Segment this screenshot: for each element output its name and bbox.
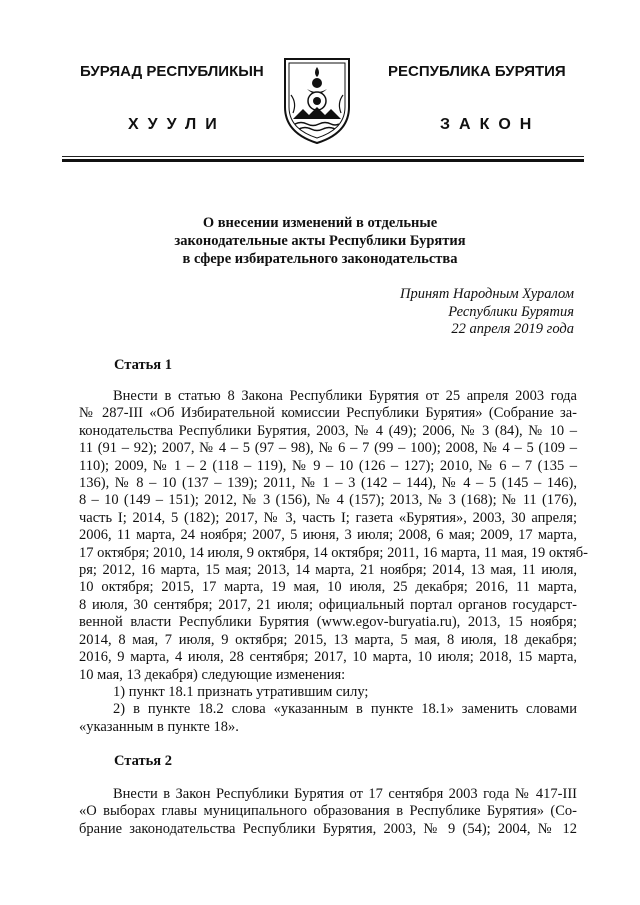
adoption-line: Принят Народным Хуралом	[399, 286, 574, 302]
text-line: 11 (91 – 92); 2007, № 4 – 5 (97 – 98), № 6 – 7 (99 – 100); 2008, № 4 – 5 (109 –	[79, 440, 577, 457]
text-line: 8 июля, 30 сентября; 2017, 21 июля; официальный портал органов государст-	[79, 596, 577, 613]
article-1-text	[79, 388, 588, 736]
text-line: часть I; 2014, 5 (182); 2017, № 3, часть I; газета «Бурятия», 2003, 30 апреля;	[79, 509, 577, 526]
text-line: 10 мая, 13 декабря) следующие изменения:	[79, 666, 346, 683]
text-line: Внести в статью 8 Закона Республики Бурятия от 25 апреля 2003 года	[113, 388, 577, 404]
law-title-line: законодательные акты Республики Бурятия	[174, 233, 466, 249]
header-divider-thin	[62, 156, 584, 157]
article-1-heading: Статья 1	[114, 357, 172, 373]
law-title-line: О внесении изменений в отдельные	[202, 215, 438, 231]
article-2-text	[79, 786, 577, 838]
article-2-heading: Статья 2	[114, 753, 172, 769]
header-right-bottom: ЗАКОН	[440, 116, 541, 133]
text-line: «О выборах главы муниципального образования в Республике Бурятия» (Со-	[79, 803, 577, 820]
adoption-line: Республики Бурятия	[448, 303, 574, 320]
header-right-top: РЕСПУБЛИКА БУРЯТИЯ	[388, 63, 566, 80]
text-line: Внести в Закон Республики Бурятия от 17 сентября 2003 года № 417-III	[113, 786, 577, 802]
text-line: 110); 2009, № 1 – 2 (118 – 119), № 9 – 10 (126 – 127); 2010, № 6 – 7 (135 –	[79, 457, 577, 474]
text-line: 2006, 11 марта, 24 ноября; 2007, 5 июня, 3 июля; 2008, 6 мая; 2009, 17 марта,	[79, 527, 577, 544]
text-line: 136), № 8 – 10 (137 – 139); 2011, № 1 – 3 (142 – 144), № 4 – 5 (145 – 146),	[79, 475, 577, 492]
header-left-top: БУРЯАД РЕСПУБЛИКЫН	[80, 63, 264, 80]
law-title	[80, 214, 560, 268]
adoption-note	[400, 286, 574, 339]
text-line: конодательства Республики Бурятия, 2003, № 4 (49); 2006, № 3 (84), № 10 –	[79, 422, 577, 439]
text-line: 10 октября; 2015, 17 марта, 19 мая, 10 июля, 25 декабря; 2016, 11 марта,	[79, 579, 577, 596]
text-line: 2016, 9 марта, 4 июля, 28 сентября; 2017, 10 марта, 10 июля; 2018, 15 марта,	[79, 649, 577, 666]
text-line: № 287-III «Об Избирательной комиссии Республики Бурятия» (Собрание за-	[79, 405, 577, 422]
header-left-bottom: ХУУЛИ	[128, 116, 226, 133]
text-line: 8 – 10 (149 – 151); 2012, № 3 (156), № 4 (157); 2013, № 3 (168); № 11 (176),	[79, 492, 577, 509]
text-line: венной власти Республики Бурятия (www.egov-buryatia.ru), 2013, 15 ноября;	[79, 614, 577, 631]
text-line: «указанным в пункте 18».	[79, 718, 239, 735]
text-line: ря; 2012, 16 марта, 15 мая; 2013, 14 марта, 21 ноября; 2014, 13 мая, 11 июля,	[79, 562, 577, 579]
law-title-line: в сфере избирательного законодательства	[182, 251, 458, 267]
coat-of-arms-icon	[279, 55, 355, 145]
adoption-line: 22 апреля 2019 года	[451, 321, 574, 337]
amendment-item-2: 2) в пункте 18.2 слова «указанным в пункте 18.1» заменить словами	[113, 701, 577, 718]
amendment-item-1: 1) пункт 18.1 признать утратившим силу;	[113, 683, 369, 700]
text-line: 2014, 8 мая, 7 июля, 9 октября; 2015, 13 марта, 5 мая, 8 июля, 18 декабря;	[79, 631, 577, 648]
header-divider-thick	[62, 159, 584, 162]
text-line: брание законодательства Республики Бурятия, 2003, № 9 (54); 2004, № 12	[79, 820, 577, 837]
text-line: 17 октября; 2010, 14 июля, 9 октября, 14 октября; 2011, 16 марта, 11 мая, 19 октяб-	[79, 544, 588, 561]
